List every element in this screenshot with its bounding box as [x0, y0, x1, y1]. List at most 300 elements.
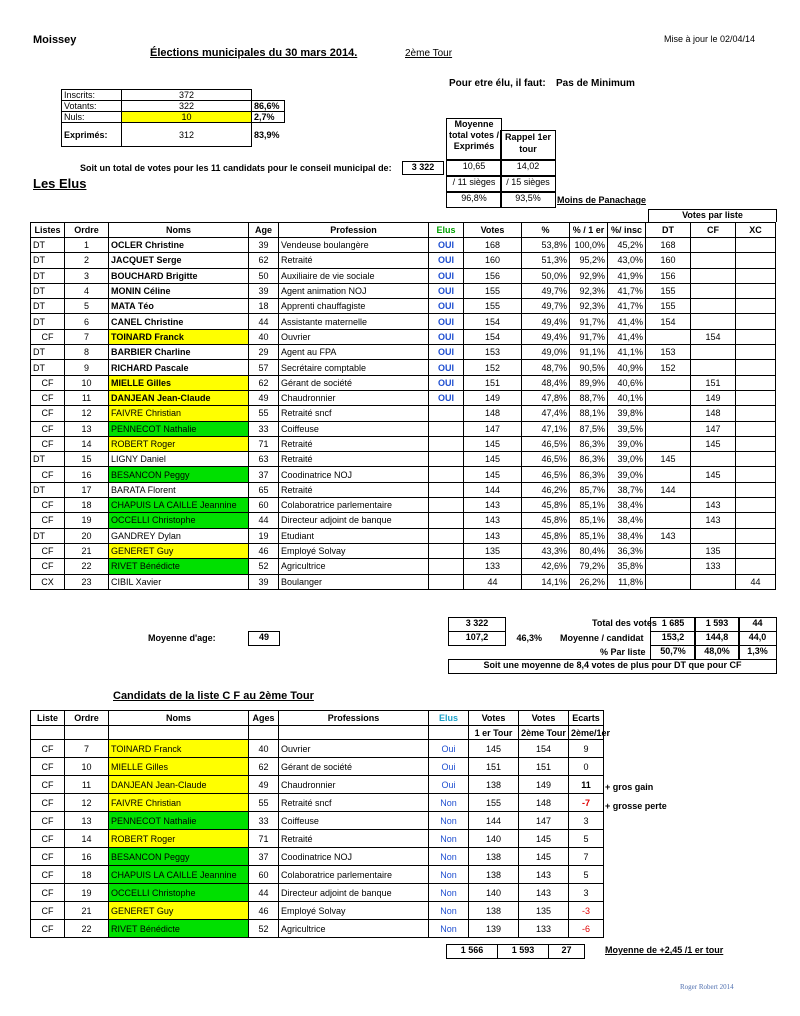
row-nom: PENNECOT Nathalie — [109, 421, 249, 436]
cf-row-ecart: -3 — [569, 902, 604, 920]
row-dt — [646, 406, 691, 421]
cf-row-elu: Non — [429, 920, 469, 938]
row-nom: CANEL Christine — [109, 314, 249, 329]
row-xc — [736, 528, 776, 543]
row-profession: Retraité — [279, 452, 429, 467]
row-elu — [429, 482, 464, 497]
cf-row-v1: 138 — [469, 776, 519, 794]
row-dt — [646, 543, 691, 558]
cf-row-elu: Non — [429, 794, 469, 812]
seats-a: / 11 sièges — [446, 176, 502, 192]
total-text: Soit un total de votes pour les 11 candidats pour le conseil municipal de: — [80, 163, 392, 173]
row-dt: 168 — [646, 238, 691, 253]
row-pct: 53,8% — [522, 238, 570, 253]
cf-row-v2: 148 — [519, 794, 569, 812]
row-dt — [646, 329, 691, 344]
row-dt — [646, 498, 691, 513]
row-age: 65 — [249, 482, 279, 497]
row-liste: CF — [31, 390, 65, 405]
total-votes: 3 322 — [402, 161, 444, 175]
cf-row — [31, 866, 604, 884]
col-dt: DT — [646, 223, 691, 238]
row-liste: CF — [31, 513, 65, 528]
row-cf — [691, 574, 736, 589]
row-cf — [691, 482, 736, 497]
row-xc — [736, 406, 776, 421]
row-liste: DT — [31, 314, 65, 329]
elus-header-row — [31, 223, 776, 238]
elus-row — [31, 452, 776, 467]
cf-row-ordre: 14 — [65, 830, 109, 848]
row-pct-first: 88,1% — [570, 406, 608, 421]
pct-xc: 1,3% — [738, 645, 777, 660]
row-cf — [691, 238, 736, 253]
cf-row-nom: BESANCON Peggy — [109, 848, 249, 866]
stat-value: 10 — [122, 112, 252, 123]
row-xc — [736, 299, 776, 314]
moyenne-label: Moyenne / candidat — [560, 633, 644, 643]
row-dt: 156 — [646, 268, 691, 283]
cf-row-elu: Non — [429, 902, 469, 920]
row-liste: DT — [31, 528, 65, 543]
row-xc — [736, 513, 776, 528]
row-votes: 155 — [464, 283, 522, 298]
cf-row-ordre: 7 — [65, 740, 109, 758]
row-profession: Colaboratrice parlementaire — [279, 498, 429, 513]
row-age: 62 — [249, 253, 279, 268]
elus-row — [31, 436, 776, 451]
row-ordre: 11 — [65, 390, 109, 405]
cf-row-nom: TOINARD Franck — [109, 740, 249, 758]
row-ordre: 17 — [65, 482, 109, 497]
row-ordre: 7 — [65, 329, 109, 344]
row-pct-insc: 41,7% — [608, 299, 646, 314]
stat-label: Inscrits: — [62, 90, 122, 101]
row-pct-insc: 39,0% — [608, 452, 646, 467]
elus-row — [31, 559, 776, 574]
cf-row-liste: CF — [31, 866, 65, 884]
cf-row-v1: 138 — [469, 902, 519, 920]
elus-row — [31, 513, 776, 528]
row-pct: 43,3% — [522, 543, 570, 558]
row-pct-insc: 41,9% — [608, 268, 646, 283]
row-xc — [736, 329, 776, 344]
row-votes: 143 — [464, 528, 522, 543]
cf-row-profession: Colaboratrice parlementaire — [279, 866, 429, 884]
cf-totals — [30, 944, 775, 964]
row-profession: Vendeuse boulangère — [279, 238, 429, 253]
row-ordre: 4 — [65, 283, 109, 298]
row-votes: 144 — [464, 482, 522, 497]
stat-pct — [252, 90, 285, 101]
row-cf — [691, 360, 736, 375]
row-elu: OUI — [429, 268, 464, 283]
row-pct: 45,8% — [522, 498, 570, 513]
cf-row — [31, 812, 604, 830]
row-dt — [646, 513, 691, 528]
cf-row-ordre: 21 — [65, 902, 109, 920]
row-cf — [691, 253, 736, 268]
row-pct-first: 91,1% — [570, 345, 608, 360]
cf-row-age: 40 — [249, 740, 279, 758]
row-pct-first: 92,3% — [570, 283, 608, 298]
row-cf — [691, 314, 736, 329]
avg-pct: 46,3% — [516, 633, 542, 643]
row-profession: Retraité — [279, 436, 429, 451]
elus-totals — [30, 617, 775, 677]
row-votes: 143 — [464, 498, 522, 513]
row-elu — [429, 528, 464, 543]
row-votes: 145 — [464, 467, 522, 482]
cf-row-age: 62 — [249, 758, 279, 776]
elus-row — [31, 528, 776, 543]
row-votes: 145 — [464, 436, 522, 451]
row-pct-first: 85,7% — [570, 482, 608, 497]
row-pct: 46,2% — [522, 482, 570, 497]
row-cf: 145 — [691, 467, 736, 482]
row-profession: Directeur adjoint de banque — [279, 513, 429, 528]
row-ordre: 3 — [65, 268, 109, 283]
row-pct: 49,7% — [522, 299, 570, 314]
row-elu: OUI — [429, 329, 464, 344]
row-pct-first: 89,9% — [570, 375, 608, 390]
moy-dt: 153,2 — [650, 631, 696, 646]
col-listes: Listes — [31, 223, 65, 238]
row-dt: 145 — [646, 452, 691, 467]
elus-row — [31, 390, 776, 405]
row-age: 49 — [249, 390, 279, 405]
row-nom: DANJEAN Jean-Claude — [109, 390, 249, 405]
cf-row-nom: FAIVRE Christian — [109, 794, 249, 812]
row-xc — [736, 467, 776, 482]
cf-row-liste: CF — [31, 758, 65, 776]
votes-par-liste-header: Votes par liste — [648, 209, 777, 222]
avg-votes: 107,2 — [448, 631, 506, 646]
cf-note: + grosse perte — [605, 801, 667, 811]
row-votes: 148 — [464, 406, 522, 421]
row-pct-insc: 39,0% — [608, 467, 646, 482]
row-liste: CX — [31, 574, 65, 589]
col-pct: % — [522, 223, 570, 238]
row-pct: 47,4% — [522, 406, 570, 421]
row-dt: 144 — [646, 482, 691, 497]
row-age: 33 — [249, 421, 279, 436]
elus-row — [31, 283, 776, 298]
cf-sub-first: 1 er Tour — [469, 726, 519, 740]
elus-row — [31, 498, 776, 513]
cf-col-noms: Noms — [109, 711, 249, 726]
stat-label: Votants: — [62, 101, 122, 112]
row-elu — [429, 559, 464, 574]
row-pct: 48,7% — [522, 360, 570, 375]
row-nom: RICHARD Pascale — [109, 360, 249, 375]
col-elus: Elus — [429, 223, 464, 238]
row-ordre: 1 — [65, 238, 109, 253]
col-noms: Noms — [109, 223, 249, 238]
cf-row-ordre: 18 — [65, 866, 109, 884]
row-profession: Employé Solvay — [279, 543, 429, 558]
cf-col-elus: Elus — [429, 711, 469, 726]
row-votes: 143 — [464, 513, 522, 528]
cf-row-ordre: 19 — [65, 884, 109, 902]
row-votes: 44 — [464, 574, 522, 589]
row-elu: OUI — [429, 375, 464, 390]
row-liste: DT — [31, 452, 65, 467]
row-cf: 133 — [691, 559, 736, 574]
row-nom: CIBIL Xavier — [109, 574, 249, 589]
row-dt: 143 — [646, 528, 691, 543]
row-xc — [736, 498, 776, 513]
row-votes: 152 — [464, 360, 522, 375]
row-pct-first: 85,1% — [570, 528, 608, 543]
row-liste: CF — [31, 559, 65, 574]
stats-row-inscrits — [62, 90, 285, 101]
total-label: Total des votes — [592, 618, 657, 628]
row-age: 52 — [249, 559, 279, 574]
row-age: 44 — [249, 513, 279, 528]
cf-row-ecart: 5 — [569, 866, 604, 884]
row-profession: Auxiliaire de vie sociale — [279, 268, 429, 283]
stat-pct: 2,7% — [252, 112, 285, 123]
elus-row — [31, 574, 776, 589]
row-cf: 151 — [691, 375, 736, 390]
cf-col-votes1: Votes — [469, 711, 519, 726]
row-xc — [736, 452, 776, 467]
row-profession: Chaudronnier — [279, 390, 429, 405]
row-dt: 160 — [646, 253, 691, 268]
row-pct: 49,0% — [522, 345, 570, 360]
col-ordre: Ordre — [65, 223, 109, 238]
row-pct-first: 100,0% — [570, 238, 608, 253]
cf-row-elu: Non — [429, 884, 469, 902]
stat-pct: 83,9% — [254, 129, 280, 140]
cf-row-v1: 138 — [469, 848, 519, 866]
row-votes: 154 — [464, 329, 522, 344]
row-xc — [736, 253, 776, 268]
row-cf: 147 — [691, 421, 736, 436]
stats-row-nuls — [62, 112, 285, 123]
total-xc: 44 — [738, 617, 777, 632]
cf-row-nom: CHAPUIS LA CAILLE Jeannine — [109, 866, 249, 884]
row-votes: 149 — [464, 390, 522, 405]
row-xc — [736, 559, 776, 574]
cf-col-ages: Ages — [249, 711, 279, 726]
cf-total-note: Moyenne de +2,45 /1 er tour — [605, 945, 724, 955]
col-xc: XC — [736, 223, 776, 238]
row-nom: MIELLE Gilles — [109, 375, 249, 390]
col-cf: CF — [691, 223, 736, 238]
row-pct-insc: 38,4% — [608, 513, 646, 528]
stat-label: Nuls: — [62, 112, 122, 123]
row-liste: CF — [31, 436, 65, 451]
row-xc — [736, 543, 776, 558]
cf-row-profession: Coodinatrice NOJ — [279, 848, 429, 866]
row-age: 40 — [249, 329, 279, 344]
cf-row-age: 37 — [249, 848, 279, 866]
row-elu: OUI — [429, 390, 464, 405]
cf-row-age: 33 — [249, 812, 279, 830]
row-profession: Agricultrice — [279, 559, 429, 574]
row-profession: Retraité — [279, 253, 429, 268]
cf-row-v1: 155 — [469, 794, 519, 812]
row-dt: 155 — [646, 283, 691, 298]
cf-row — [31, 848, 604, 866]
row-elu — [429, 543, 464, 558]
row-liste: CF — [31, 329, 65, 344]
cf-row-profession: Coiffeuse — [279, 812, 429, 830]
row-cf: 149 — [691, 390, 736, 405]
cf-total-v1: 1 566 — [446, 944, 498, 959]
row-profession: Agent animation NOJ — [279, 283, 429, 298]
row-age: 39 — [249, 283, 279, 298]
cf-row-ecart: 5 — [569, 830, 604, 848]
elus-row — [31, 543, 776, 558]
rappel-header: Rappel 1er tour — [500, 130, 556, 160]
row-age: 19 — [249, 528, 279, 543]
row-elu: OUI — [429, 360, 464, 375]
row-dt — [646, 421, 691, 436]
cf-row — [31, 740, 604, 758]
row-pct-first: 87,5% — [570, 421, 608, 436]
stat-pct: 86,6% — [252, 101, 285, 112]
row-pct: 45,8% — [522, 528, 570, 543]
row-liste: DT — [31, 482, 65, 497]
row-ordre: 10 — [65, 375, 109, 390]
cf-row-v2: 151 — [519, 758, 569, 776]
row-nom: BARBIER Charline — [109, 345, 249, 360]
row-pct-insc: 38,7% — [608, 482, 646, 497]
row-pct-insc: 45,2% — [608, 238, 646, 253]
cf-row-nom: MIELLE Gilles — [109, 758, 249, 776]
row-elu — [429, 452, 464, 467]
pct-a: 96,8% — [446, 192, 502, 208]
row-pct: 45,8% — [522, 513, 570, 528]
row-dt: 153 — [646, 345, 691, 360]
row-dt: 152 — [646, 360, 691, 375]
cf-row-liste: CF — [31, 812, 65, 830]
cf-row-profession: Ouvrier — [279, 740, 429, 758]
row-profession: Apprenti chauffagiste — [279, 299, 429, 314]
row-nom: OCLER Christine — [109, 238, 249, 253]
age-label: Moyenne d'age: — [148, 633, 216, 643]
cf-row-ecart: 3 — [569, 884, 604, 902]
cf-row-v2: 143 — [519, 866, 569, 884]
row-votes: 153 — [464, 345, 522, 360]
pct-b: 93,5% — [500, 192, 556, 208]
elus-row — [31, 467, 776, 482]
elus-row — [31, 482, 776, 497]
row-ordre: 22 — [65, 559, 109, 574]
row-age: 37 — [249, 467, 279, 482]
row-cf — [691, 452, 736, 467]
row-pct: 46,5% — [522, 467, 570, 482]
col-pct-insc: %/ insc — [608, 223, 646, 238]
cf-row-liste: CF — [31, 740, 65, 758]
cf-row-elu: Oui — [429, 758, 469, 776]
row-elu — [429, 406, 464, 421]
row-ordre: 8 — [65, 345, 109, 360]
row-pct-first: 86,3% — [570, 467, 608, 482]
row-pct-first: 88,7% — [570, 390, 608, 405]
row-liste: DT — [31, 360, 65, 375]
town-name: Moissey — [33, 34, 77, 46]
cf-subheader-row — [31, 726, 604, 740]
row-xc — [736, 482, 776, 497]
row-nom: BOUCHARD Brigitte — [109, 268, 249, 283]
cf-row — [31, 884, 604, 902]
row-pct-insc: 38,4% — [608, 498, 646, 513]
cf-sub-second: 2ème Tour — [519, 726, 569, 740]
row-elu: OUI — [429, 253, 464, 268]
row-cf — [691, 299, 736, 314]
cf-row — [31, 758, 604, 776]
row-nom: FAIVRE Christian — [109, 406, 249, 421]
row-elu: OUI — [429, 238, 464, 253]
row-pct-first: 26,2% — [570, 574, 608, 589]
row-liste: CF — [31, 421, 65, 436]
rappel-value: 14,02 — [500, 160, 556, 176]
cf-col-votes2: Votes — [519, 711, 569, 726]
cf-row-v2: 154 — [519, 740, 569, 758]
row-liste: DT — [31, 345, 65, 360]
row-pct-insc: 41,4% — [608, 329, 646, 344]
cf-row-profession: Retraité sncf — [279, 794, 429, 812]
row-nom: RIVET Bénédicte — [109, 559, 249, 574]
cf-row-v2: 145 — [519, 830, 569, 848]
row-cf: 143 — [691, 498, 736, 513]
row-liste: DT — [31, 268, 65, 283]
cf-row-nom: OCCELLI Christophe — [109, 884, 249, 902]
row-pct: 47,1% — [522, 421, 570, 436]
cf-row-age: 60 — [249, 866, 279, 884]
row-age: 44 — [249, 314, 279, 329]
row-nom: CHAPUIS LA CAILLE Jeannine — [109, 498, 249, 513]
cf-row-v2: 143 — [519, 884, 569, 902]
cf-row-liste: CF — [31, 884, 65, 902]
row-pct: 49,4% — [522, 329, 570, 344]
row-pct: 49,4% — [522, 314, 570, 329]
cf-row-v1: 140 — [469, 830, 519, 848]
row-liste: CF — [31, 375, 65, 390]
cf-row-age: 46 — [249, 902, 279, 920]
row-nom: TOINARD Franck — [109, 329, 249, 344]
row-pct-first: 92,9% — [570, 268, 608, 283]
row-liste: CF — [31, 467, 65, 482]
row-pct-first: 90,5% — [570, 360, 608, 375]
row-nom: JACQUET Serge — [109, 253, 249, 268]
cf-row-elu: Non — [429, 812, 469, 830]
cf-sub-diff: 2ème/1er — [569, 726, 604, 740]
cf-total-ecart: 27 — [548, 944, 585, 959]
cf-row-ordre: 10 — [65, 758, 109, 776]
row-ordre: 13 — [65, 421, 109, 436]
threshold-value: Pas de Minimum — [556, 78, 635, 89]
cf-row-ecart: 11 — [569, 776, 604, 794]
page-title: Élections municipales du 30 mars 2014. — [150, 47, 358, 59]
row-pct-insc: 40,6% — [608, 375, 646, 390]
cf-row-ordre: 22 — [65, 920, 109, 938]
cf-col-ecarts: Ecarts — [569, 711, 604, 726]
elus-row — [31, 345, 776, 360]
age-value: 49 — [248, 631, 280, 646]
row-votes: 154 — [464, 314, 522, 329]
row-xc — [736, 283, 776, 298]
row-age: 18 — [249, 299, 279, 314]
row-elu: OUI — [429, 345, 464, 360]
row-xc — [736, 345, 776, 360]
elus-row — [31, 299, 776, 314]
row-cf: 145 — [691, 436, 736, 451]
